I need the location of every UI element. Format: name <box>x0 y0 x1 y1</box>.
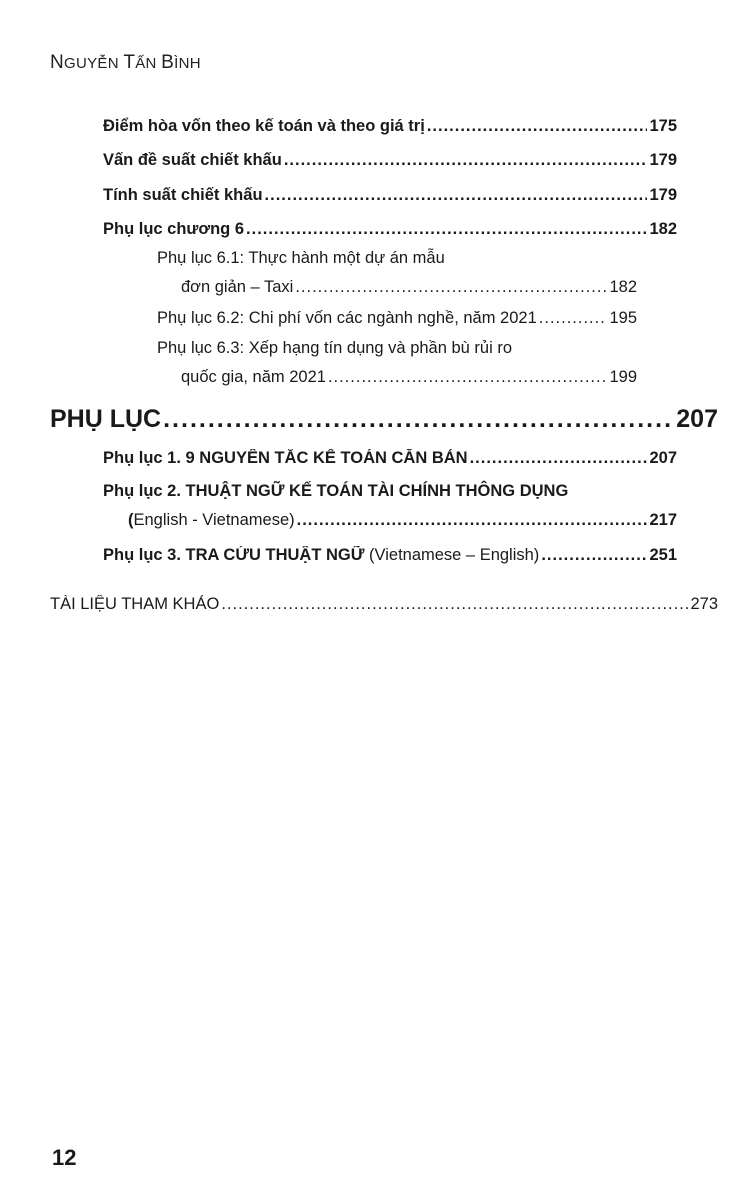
dot-leader <box>163 405 674 434</box>
toc-entry-title: Điểm hòa vốn theo kế toán và theo giá trị <box>103 117 425 135</box>
dot-leader <box>295 278 607 297</box>
toc-entry[interactable] <box>157 309 637 328</box>
toc-entry[interactable] <box>103 186 677 205</box>
toc-entry[interactable] <box>103 546 677 565</box>
header-text: ÌNH <box>174 55 201 72</box>
toc-page-number: 175 <box>649 117 677 135</box>
toc-page-number: 251 <box>649 546 677 564</box>
toc-page-number: 207 <box>649 449 677 467</box>
dot-leader <box>246 220 647 239</box>
toc-entry[interactable] <box>181 368 637 387</box>
toc-page-number: 179 <box>649 151 677 169</box>
header-text: GUYỄN <box>64 55 124 72</box>
dot-leader <box>297 511 648 530</box>
toc-entry[interactable] <box>181 278 637 297</box>
paren: ( <box>128 511 134 529</box>
header-initial: B <box>161 52 175 73</box>
toc-entry-title: Phụ lục chương 6 <box>103 220 245 238</box>
toc-entry-title-line2 <box>128 511 295 530</box>
toc-entry-title-line1[interactable]: Phụ lục 2. THUẬT NGỮ KẾ TOÁN TÀI CHÍNH THÔNG DỤNG <box>103 482 569 500</box>
toc-entry-title: Phụ lục 1. 9 NGUYÊN TẮC KẾ TOÁN CĂN BẢN <box>103 449 468 467</box>
dot-leader <box>284 151 648 170</box>
toc-entry-title: Phụ lục 6.2: Chi phí vốn các ngành nghề, năm 2021 <box>157 309 537 327</box>
toc-entry[interactable] <box>50 595 718 614</box>
dot-leader <box>265 186 648 205</box>
toc-entry[interactable] <box>128 511 677 530</box>
language-pair: English - Vietnamese) <box>133 511 295 529</box>
section-title: PHỤ LỤC <box>50 405 162 433</box>
dot-leader <box>427 117 648 136</box>
toc-page-number: 273 <box>690 595 718 613</box>
toc-entry-title <box>103 546 539 565</box>
toc-page-number: 182 <box>609 278 637 296</box>
toc-page-number: 195 <box>609 309 637 327</box>
dot-leader <box>328 368 608 387</box>
toc-page-number: 207 <box>676 405 718 433</box>
toc-section-heading[interactable] <box>50 405 718 434</box>
toc-entry[interactable] <box>103 151 677 170</box>
toc-entry[interactable] <box>103 117 677 136</box>
toc-page-number: 179 <box>649 186 677 204</box>
header-initial: T <box>123 52 136 73</box>
toc-entry-title-line1[interactable]: Phụ lục 6.3: Xếp hạng tín dụng và phần bù rủi ro <box>157 339 513 357</box>
header-initial: N <box>50 52 65 73</box>
dot-leader <box>539 309 608 328</box>
toc-entry-title-line2: quốc gia, năm 2021 <box>181 368 326 386</box>
toc-page-number: 182 <box>649 220 677 238</box>
page-number: 12 <box>52 1145 77 1170</box>
dot-leader <box>470 449 648 468</box>
toc-page-number: 199 <box>609 368 637 386</box>
toc-entry-title: Tính suất chiết khấu <box>103 186 263 204</box>
toc-entry-title: TÀI LIỆU THAM KHẢO <box>50 595 220 613</box>
header-text: ẤN <box>135 55 162 72</box>
dot-leader <box>221 595 688 614</box>
toc-entry-title: Vấn đề suất chiết khấu <box>103 151 282 169</box>
toc-entry[interactable] <box>103 449 677 468</box>
language-pair: (Vietnamese – English) <box>364 546 540 564</box>
toc-entry-title-line1[interactable]: Phụ lục 6.1: Thực hành một dự án mẫu <box>157 249 445 267</box>
toc-entry-title-line2: đơn giản – Taxi <box>181 278 294 296</box>
toc-page-number: 217 <box>649 511 677 529</box>
dot-leader <box>541 546 647 565</box>
toc-entry[interactable] <box>103 220 677 239</box>
entry-title-bold: Phụ lục 3. TRA CỨU THUẬT NGỮ <box>103 546 365 564</box>
